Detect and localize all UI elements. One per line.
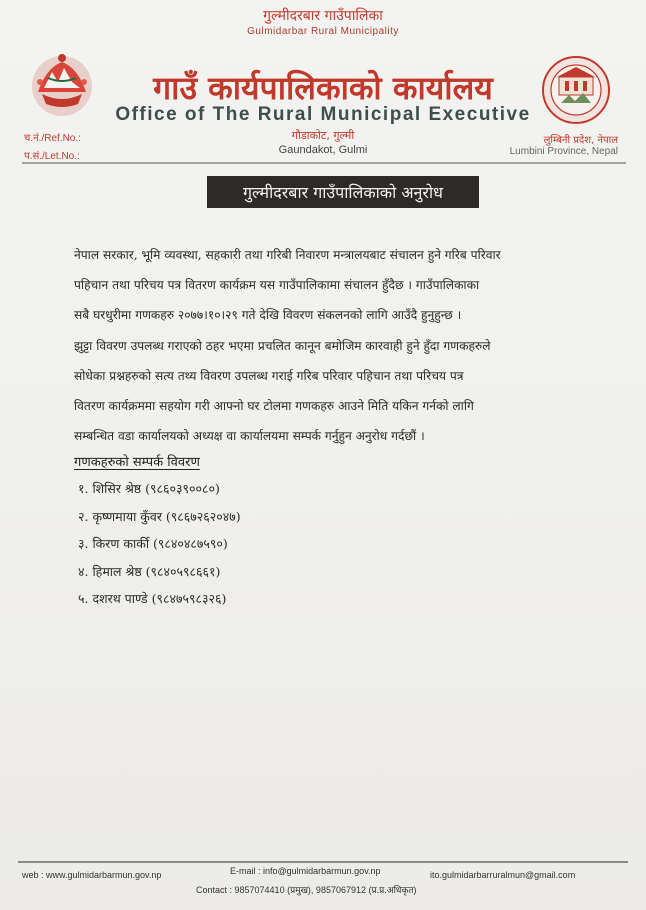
- office-title-ne: गाउँ कार्यपालिकाको कार्यालय: [153, 69, 493, 107]
- body-line: नेपाल सरकार, भूमि व्यवस्था, सहकारी तथा गरिबी निवारण मन्त्रालयबाट संचालन हुने गरिब परिवार: [74, 248, 501, 262]
- body-line: पहिचान तथा परिचय पत्र वितरण कार्यक्रम यस गाउँपालिकामा संचालन हुँदैछ । गाउँपालिकाका: [74, 278, 480, 293]
- body-line: वितरण कार्यक्रममा सहयोग गरी आफ्नो घर टोलमा गणकहरु आउने मिति यकिन गर्नको लागि: [74, 398, 474, 413]
- header-divider: [22, 162, 626, 164]
- footer-website: web : www.gulmidarbarmun.gov.np: [22, 870, 162, 880]
- province-en: Lumbini Province, Nepal: [509, 146, 618, 157]
- letterhead: [0, 0, 646, 170]
- body-line: सम्बन्धित वडा कार्यालयको अध्यक्ष वा कार्यालयमा सम्पर्क गर्नुहुन अनुरोध गर्दछौं ।: [74, 429, 425, 444]
- body-line: झुट्टा विवरण उपलब्ध गराएको ठहर भएमा प्रचलित कानून बमोजिम कारवाही हुने हुँदा गणकहरुले: [74, 338, 491, 353]
- body-line: सबै घरधुरीमा गणकहरु २०७७।१०।२९ गते देखि विवरण संकलनको लागि आउँदै हुनुहुन्छ ।: [74, 308, 462, 323]
- notice-title: गुल्मीदरबार गाउँपालिकाको अनुरोध: [243, 183, 443, 202]
- contact-item: १. शिसिर श्रेष्ठ (९८६०३९००८०): [78, 481, 220, 496]
- contacts-heading: गणकहरुको सम्पर्क विवरण: [74, 455, 200, 470]
- ref-number-label: च.नं./Ref.No.:: [24, 133, 81, 144]
- contacts-list: [78, 478, 478, 616]
- contact-item: ४. हिमाल श्रेष्ठ (९८४०५९८६६१): [78, 563, 221, 579]
- body-line: सोधेका प्रश्नहरुको सत्य तथ्य विवरण उपलब्ध गराई गरिब परिवार पहिचान तथा परिचय पत्र: [74, 368, 464, 383]
- footer-contact: Contact : 9857074410 (प्रमुख), 9857067912 (प्र.प्र.अधिकृत): [196, 885, 417, 895]
- municipality-name-en: Gulmidarbar Rural Municipality: [247, 26, 399, 37]
- letter-number-label: प.सं./Let.No.:: [24, 151, 80, 162]
- contact-item: ५. दशरथ पाण्डे (९८४७५९८३२६): [78, 591, 227, 606]
- place-en: Gaundakot, Gulmi: [278, 144, 368, 156]
- contact-item: ३. किरण कार्की (९८४०४८७५९०): [78, 536, 228, 551]
- office-title-en: Office of The Rural Municipal Executive: [115, 104, 531, 125]
- notice-title-bar: [207, 176, 479, 208]
- footer-email: E-mail : info@gulmidarbarmun.gov.np: [230, 866, 381, 876]
- footer-email-secondary: ito.gulmidarbarruralmun@gmail.com: [430, 870, 576, 880]
- notice-body: [74, 244, 634, 455]
- municipality-name-ne: गुल्मीदरबार गाउँपालिका: [263, 8, 383, 24]
- contact-item: २. कृष्णमाया कुँवर (९८६७२६२०४७): [78, 508, 241, 524]
- footer-divider: [18, 861, 628, 863]
- place-ne: गौडाकोट, गुल्मी: [291, 129, 355, 142]
- province-ne: लुम्बिनी प्रदेश, नेपाल: [543, 135, 618, 146]
